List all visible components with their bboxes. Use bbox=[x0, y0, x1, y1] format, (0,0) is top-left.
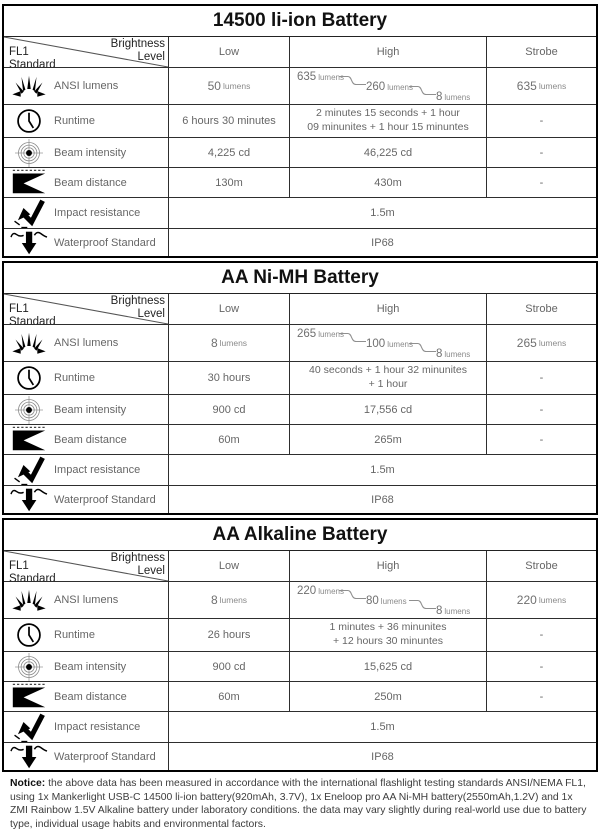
row-label-beam-intensity bbox=[4, 394, 168, 424]
impact-value-cell: 1.5m bbox=[168, 711, 596, 742]
distance-strobe-cell: - bbox=[486, 424, 596, 454]
lumens-low-value: 50 bbox=[207, 79, 221, 93]
row-label-beam-distance bbox=[4, 681, 168, 711]
sunburst-icon bbox=[9, 588, 49, 612]
step-value: 220 bbox=[297, 585, 317, 597]
corner-brightness-level bbox=[111, 295, 165, 321]
column-header-strobe: Strobe bbox=[486, 551, 596, 581]
lumens-high-cell bbox=[289, 581, 486, 618]
runtime-label: Runtime bbox=[54, 372, 95, 384]
step-connector bbox=[409, 85, 436, 96]
lumens-step-sequence bbox=[290, 325, 486, 361]
intensity-high-cell: 17,556 cd bbox=[289, 394, 486, 424]
lumens-strobe-cell bbox=[486, 324, 596, 361]
step-unit: lumens bbox=[387, 83, 413, 92]
lumens-step-3 bbox=[436, 348, 470, 360]
impact-resistance-label: Impact resistance bbox=[54, 721, 141, 733]
column-header-strobe: Strobe bbox=[486, 37, 596, 67]
intensity-low-cell: 4,225 cd bbox=[168, 137, 289, 167]
impact-arrow-icon bbox=[9, 712, 49, 743]
beam-distance-label: Beam distance bbox=[54, 690, 127, 703]
intensity-strobe-cell: - bbox=[486, 651, 596, 681]
row-label-beam-intensity bbox=[4, 137, 168, 167]
beam-intensity-label: Beam intensity bbox=[54, 146, 127, 159]
lumens-low-cell bbox=[168, 581, 289, 618]
step-value: 8 bbox=[436, 348, 443, 360]
row-label-impact-resistance bbox=[4, 454, 168, 485]
clock-icon bbox=[9, 365, 49, 391]
impact-arrow-icon bbox=[9, 455, 49, 486]
level-text: Level bbox=[137, 308, 165, 321]
corner-brightness-level bbox=[111, 38, 165, 64]
runtime-high-line2: + 12 hours 30 minuntes bbox=[332, 635, 444, 647]
battery-table-aa-nimh bbox=[2, 261, 598, 515]
column-header-high: High bbox=[289, 294, 486, 324]
column-header-high: High bbox=[289, 551, 486, 581]
column-header-strobe: Strobe bbox=[486, 294, 596, 324]
lumens-step-sequence bbox=[290, 68, 486, 104]
step-value: 260 bbox=[366, 81, 386, 93]
lumens-low-value: 8 bbox=[210, 336, 218, 350]
waterproof-arrow-icon bbox=[9, 743, 49, 770]
runtime-low-cell: 30 hours bbox=[168, 361, 289, 394]
level-text: Level bbox=[137, 51, 165, 64]
lumens-low-unit: lumens bbox=[219, 595, 248, 605]
row-label-waterproof bbox=[4, 485, 168, 513]
standard-text: Standard bbox=[9, 316, 56, 329]
ansi-lumens-label: ANSI lumens bbox=[54, 80, 119, 92]
corner-header-cell bbox=[4, 37, 168, 72]
row-label-impact-resistance bbox=[4, 711, 168, 742]
distance-low-cell: 60m bbox=[168, 681, 289, 711]
step-unit: lumens bbox=[444, 350, 471, 359]
step-unit: lumens bbox=[380, 597, 407, 606]
column-header-low: Low bbox=[168, 37, 289, 67]
distance-low-cell: 60m bbox=[168, 424, 289, 454]
beam-distance-label: Beam distance bbox=[54, 176, 127, 189]
runtime-low-cell: 6 hours 30 minutes bbox=[168, 104, 289, 137]
lumens-low-unit: lumens bbox=[219, 338, 248, 348]
lumens-strobe-value: 265 bbox=[516, 336, 537, 350]
column-header-low: Low bbox=[168, 551, 289, 581]
runtime-low-cell: 26 hours bbox=[168, 618, 289, 651]
impact-value-cell: 1.5m bbox=[168, 197, 596, 228]
notice-label: Notice: bbox=[10, 778, 46, 789]
impact-value-cell: 1.5m bbox=[168, 454, 596, 485]
step-unit: lumens bbox=[318, 73, 344, 82]
lumens-low-unit: lumens bbox=[222, 81, 251, 91]
row-label-runtime bbox=[4, 104, 168, 137]
waterproof-label: Waterproof Standard bbox=[54, 236, 156, 249]
distance-low-cell: 130m bbox=[168, 167, 289, 197]
lumens-strobe-unit: lumens bbox=[538, 338, 567, 348]
runtime-high-cell bbox=[289, 104, 486, 137]
intensity-high-cell: 15,625 cd bbox=[289, 651, 486, 681]
waterproof-label: Waterproof Standard bbox=[54, 750, 156, 763]
waterproof-value-cell: IP68 bbox=[168, 485, 596, 513]
impact-arrow-icon bbox=[9, 198, 49, 229]
beam-icon bbox=[9, 683, 49, 710]
intensity-strobe-cell: - bbox=[486, 394, 596, 424]
distance-high-cell: 265m bbox=[289, 424, 486, 454]
target-icon bbox=[9, 139, 49, 167]
corner-header-cell bbox=[4, 551, 168, 586]
step-connector bbox=[409, 599, 436, 610]
runtime-strobe-cell: - bbox=[486, 361, 596, 394]
table-title: AA Ni-MH Battery bbox=[4, 263, 596, 294]
table-title: 14500 li-ion Battery bbox=[4, 6, 596, 37]
notice-text bbox=[10, 777, 590, 832]
brightness-text: Brightness bbox=[110, 552, 165, 564]
corner-header-cell bbox=[4, 294, 168, 329]
impact-resistance-label: Impact resistance bbox=[54, 464, 141, 476]
lumens-step-sequence bbox=[290, 582, 486, 618]
waterproof-value-cell: IP68 bbox=[168, 228, 596, 256]
runtime-high-line1: 40 seconds + 1 hour 32 minunites bbox=[309, 364, 467, 377]
ansi-lumens-label: ANSI lumens bbox=[54, 337, 119, 349]
row-label-ansi-lumens bbox=[4, 581, 168, 618]
step-unit: lumens bbox=[444, 93, 471, 102]
step-value: 635 bbox=[297, 71, 317, 83]
step-connector bbox=[409, 342, 436, 353]
step-unit: lumens bbox=[444, 607, 471, 616]
lumens-high-cell bbox=[289, 67, 486, 104]
sunburst-icon bbox=[9, 74, 49, 98]
lumens-low-cell bbox=[168, 67, 289, 104]
beam-icon bbox=[9, 169, 49, 196]
lumens-step-2 bbox=[366, 595, 407, 607]
intensity-strobe-cell: - bbox=[486, 137, 596, 167]
lumens-low-cell bbox=[168, 324, 289, 361]
step-unit: lumens bbox=[318, 330, 344, 339]
runtime-high-line2: 09 minunites + 1 hour 15 minuntes bbox=[307, 121, 469, 133]
lumens-strobe-unit: lumens bbox=[538, 81, 567, 91]
lumens-strobe-cell bbox=[486, 67, 596, 104]
runtime-high-line2: + 1 hour bbox=[368, 378, 408, 390]
impact-resistance-label: Impact resistance bbox=[54, 207, 141, 219]
clock-icon bbox=[9, 622, 49, 648]
runtime-strobe-cell: - bbox=[486, 104, 596, 137]
waterproof-label: Waterproof Standard bbox=[54, 493, 156, 506]
beam-intensity-label: Beam intensity bbox=[54, 403, 127, 416]
beam-intensity-label: Beam intensity bbox=[54, 660, 127, 673]
fl1-text: FL1 bbox=[9, 560, 29, 572]
table-title: AA Alkaline Battery bbox=[4, 520, 596, 551]
column-header-low: Low bbox=[168, 294, 289, 324]
battery-table-14500 bbox=[2, 4, 598, 258]
intensity-low-cell: 900 cd bbox=[168, 651, 289, 681]
row-label-beam-distance bbox=[4, 167, 168, 197]
waterproof-arrow-icon bbox=[9, 486, 49, 513]
runtime-label: Runtime bbox=[54, 629, 95, 641]
runtime-high-line1: 2 minutes 15 seconds + 1 hour bbox=[316, 107, 460, 120]
level-text: Level bbox=[137, 565, 165, 578]
lumens-step-1 bbox=[297, 71, 344, 83]
lumens-step-2 bbox=[366, 338, 413, 350]
runtime-high-line1: 1 minutes + 36 minunites bbox=[329, 621, 447, 634]
lumens-step-3 bbox=[436, 605, 470, 617]
runtime-high-cell bbox=[289, 361, 486, 394]
intensity-low-cell: 900 cd bbox=[168, 394, 289, 424]
row-label-ansi-lumens bbox=[4, 324, 168, 361]
brightness-text: Brightness bbox=[110, 295, 165, 307]
step-connector bbox=[339, 589, 366, 600]
step-value: 80 bbox=[366, 595, 379, 607]
runtime-strobe-cell: - bbox=[486, 618, 596, 651]
row-label-runtime bbox=[4, 361, 168, 394]
runtime-high-cell bbox=[289, 618, 486, 651]
lumens-strobe-unit: lumens bbox=[538, 595, 567, 605]
standard-text: Standard bbox=[9, 59, 56, 72]
notice-body: the above data has been measured in accordance with the international flashlight testing standards ANSI/NEMA FL1, using 1x Mankerlight USB-C 14500 li-ion battery(920mAh, 3.7V), 1x Eneloop pro AA Ni-MH battery(2550mAh,1.2V) and 1x ZMI Rainbow 1.5V Alkaline battery under laboratory conditions. the data may vary slightly during real-world use due to battery type, individual usage habits and environmental factors. bbox=[10, 778, 587, 831]
distance-high-cell: 430m bbox=[289, 167, 486, 197]
ansi-lumens-label: ANSI lumens bbox=[54, 594, 119, 606]
waterproof-arrow-icon bbox=[9, 229, 49, 256]
lumens-step-1 bbox=[297, 328, 344, 340]
lumens-high-cell bbox=[289, 324, 486, 361]
row-label-beam-intensity bbox=[4, 651, 168, 681]
row-label-waterproof bbox=[4, 742, 168, 770]
row-label-runtime bbox=[4, 618, 168, 651]
sunburst-icon bbox=[9, 331, 49, 355]
row-label-beam-distance bbox=[4, 424, 168, 454]
step-value: 100 bbox=[366, 338, 386, 350]
corner-brightness-level bbox=[111, 552, 165, 578]
row-label-ansi-lumens bbox=[4, 67, 168, 104]
intensity-high-cell: 46,225 cd bbox=[289, 137, 486, 167]
distance-strobe-cell: - bbox=[486, 681, 596, 711]
step-value: 8 bbox=[436, 91, 443, 103]
standard-text: Standard bbox=[9, 573, 56, 586]
step-value: 265 bbox=[297, 328, 317, 340]
distance-high-cell: 250m bbox=[289, 681, 486, 711]
step-connector bbox=[339, 75, 366, 86]
battery-table-aa-alkaline bbox=[2, 518, 598, 772]
distance-strobe-cell: - bbox=[486, 167, 596, 197]
lumens-strobe-value: 635 bbox=[516, 79, 537, 93]
lumens-low-value: 8 bbox=[210, 593, 218, 607]
lumens-step-1 bbox=[297, 585, 344, 597]
runtime-label: Runtime bbox=[54, 115, 95, 127]
row-label-impact-resistance bbox=[4, 197, 168, 228]
target-icon bbox=[9, 653, 49, 681]
brightness-text: Brightness bbox=[110, 38, 165, 50]
step-value: 8 bbox=[436, 605, 443, 617]
fl1-text: FL1 bbox=[9, 303, 29, 315]
clock-icon bbox=[9, 108, 49, 134]
lumens-step-3 bbox=[436, 91, 470, 103]
lumens-step-2 bbox=[366, 81, 413, 93]
step-unit: lumens bbox=[318, 587, 344, 596]
column-header-high: High bbox=[289, 37, 486, 67]
waterproof-value-cell: IP68 bbox=[168, 742, 596, 770]
step-connector bbox=[339, 332, 366, 343]
target-icon bbox=[9, 396, 49, 424]
beam-icon bbox=[9, 426, 49, 453]
lumens-strobe-cell bbox=[486, 581, 596, 618]
beam-distance-label: Beam distance bbox=[54, 433, 127, 446]
fl1-text: FL1 bbox=[9, 46, 29, 58]
lumens-strobe-value: 220 bbox=[516, 593, 537, 607]
row-label-waterproof bbox=[4, 228, 168, 256]
step-unit: lumens bbox=[387, 340, 413, 349]
